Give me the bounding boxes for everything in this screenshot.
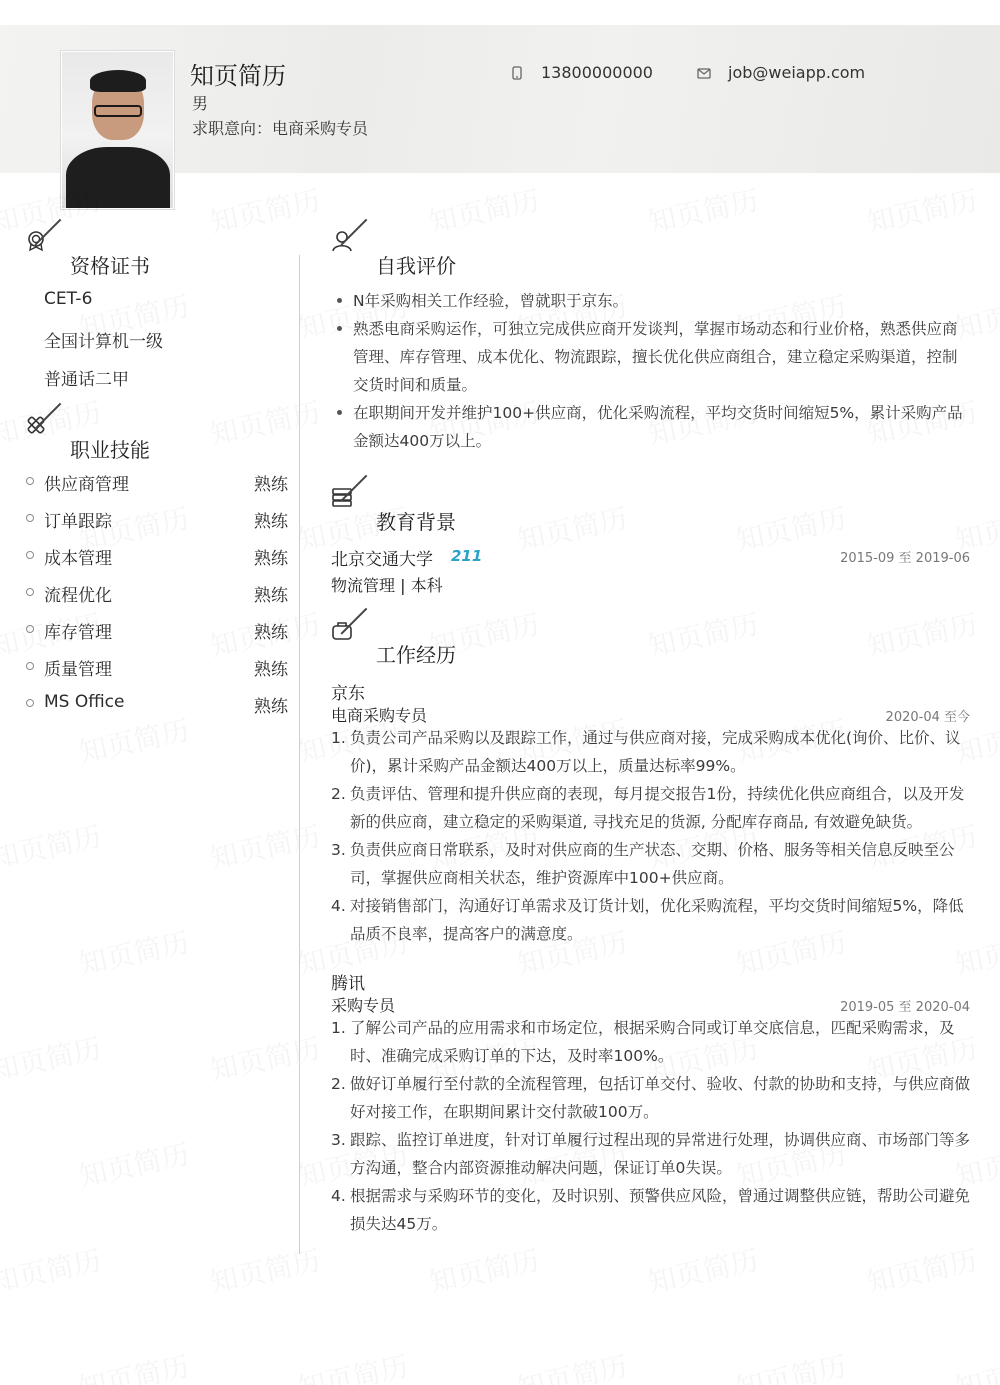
skill-name: 订单跟踪 [44,512,112,532]
bullet-circle-icon [26,477,34,485]
skill-level: 熟练 [254,697,288,717]
skill-row [26,470,290,495]
watermark-text [513,1345,631,1385]
skill-row [26,544,290,569]
cert-item: CET-6 [44,289,93,309]
self-eval-title: 自我评价 [376,254,456,278]
watermark-text [294,1345,412,1385]
watermark-text [75,921,193,983]
bullet-circle-icon [26,699,34,707]
phone-number: 13800000000 [541,63,653,82]
skill-row [26,618,290,643]
work-duty: 4. 根据需求与采购环节的变化，及时识别、预警供应风险，曾通过调整供应链，帮助公司避免损失达45万。 [331,1187,971,1233]
watermark-text [206,391,324,453]
work-duty: 2. 做好订单履行至付款的全流程管理，包括订单交付、验收、付款的协助和支持，与供应商做好对接工作，在职期间累计交付款破100万。 [331,1075,971,1121]
skills-title: 职业技能 [70,438,150,462]
education-title: 教育背景 [376,510,456,534]
skill-level: 熟练 [254,512,288,532]
work-date: 2019-05 至 2020-04 [840,1000,970,1015]
cert-item: 全国计算机一级 [44,332,163,352]
skill-name: 供应商管理 [44,475,129,495]
skill-row [26,692,290,717]
profile-photo [60,50,175,210]
self-eval-item: N年采购相关工作经验，曾就职于京东。 [337,287,971,315]
watermark-text [863,179,981,241]
phone-contact [510,63,653,82]
work-duty: 3. 跟踪、监控订单进度，针对订单履行过程出现的异常进行处理，协调供应商、市场部门等多方沟通，整合内部资源推动解决问题，保证订单0失误。 [331,1131,971,1177]
watermark-text [206,815,324,877]
watermark-text [863,603,981,665]
watermark-text [75,709,193,771]
watermark-text [206,1239,324,1301]
watermark-text [732,497,850,559]
skill-name: 成本管理 [44,549,112,569]
skill-level: 熟练 [254,623,288,643]
work-job-title: 采购专员 [331,996,396,1015]
bullet-circle-icon [26,662,34,670]
skill-level: 熟练 [254,586,288,606]
skill-level: 熟练 [254,475,288,495]
watermark-text [644,603,762,665]
skill-name: MS Office [44,692,125,712]
work-job-title: 电商采购专员 [331,706,428,725]
watermark-text [0,815,105,877]
phone-icon [510,66,524,80]
watermark-text [863,1239,981,1301]
bullet-circle-icon [26,625,34,633]
bullet-circle-icon [26,514,34,522]
watermark-text [732,1345,850,1385]
work-company: 京东 [331,684,365,704]
column-divider [299,255,300,1254]
email-address: job@weiapp.com [728,63,866,82]
work-company: 腾讯 [331,974,365,994]
school-name: 北京交通大学 [331,550,433,570]
self-eval-item: 在职期间开发并维护100+供应商，优化采购流程，平均交货时间缩短5%，累计采购产品金额达400万以上。 [337,399,971,455]
work-duty: 2. 负责评估、管理和提升供应商的表现，每月提交报告1份，持续优化供应商组合，以及开发新的供应商，建立稳定的采购渠道, 寻找充足的货源, 分配库存商品, 有效避免缺货。 [331,785,965,831]
skill-name: 库存管理 [44,623,112,643]
work-duty: 1. 了解公司产品的应用需求和市场定位，根据采购合同或订单交底信息，匹配采购需求，及时、准确完成采购订单的下达，及时率100%。 [331,1019,955,1065]
watermark-text [425,1239,543,1301]
bullet-circle-icon [26,551,34,559]
mail-icon [697,66,711,80]
watermark-text [75,1133,193,1195]
skill-row [26,507,290,532]
work-duty: 1. 负责公司产品采购以及跟踪工作，通过与供应商对接，完成采购成本优化(询价、比价、议价)，累计采购产品金额达400万以上，质量达标率99%。 [331,729,961,775]
skill-row [26,655,290,680]
school-211-badge: 211 [451,547,483,565]
watermark-text [644,179,762,241]
watermark-text [513,497,631,559]
work-duty: 4. 对接销售部门，沟通好订单需求及订货计划，优化采购流程，平均交货时间缩短5%，降低品质不良率，提高客户的满意度。 [331,897,964,943]
education-major: 物流管理 | 本科 [331,576,443,595]
skill-level: 熟练 [254,549,288,569]
cert-item: 普通话二甲 [44,370,129,390]
work-date: 2020-04 至今 [885,710,970,725]
skill-row [26,581,290,606]
watermark-text [0,1239,105,1301]
watermark-text [206,1027,324,1089]
watermark-text [206,179,324,241]
skill-name: 流程优化 [44,586,112,606]
email-contact [697,63,865,82]
certs-title: 资格证书 [70,254,150,278]
work-title: 工作经历 [376,643,456,667]
job-intent: 求职意向：电商采购专员 [192,119,369,138]
watermark-text [644,1239,762,1301]
skill-name: 质量管理 [44,660,112,680]
watermark-text [951,1345,1000,1385]
watermark-text [425,179,543,241]
watermark-text [75,1345,193,1385]
skill-level: 熟练 [254,660,288,680]
work-duty: 3. 负责供应商日常联系，及时对供应商的生产状态、交期、价格、服务等相关信息反映至公司，掌握供应商相关状态，维护资源库中100+供应商。 [331,841,955,887]
candidate-name: 知页简历 [190,62,286,90]
self-eval-item: 熟悉电商采购运作，可独立完成供应商开发谈判，掌握市场动态和行业价格，熟悉供应商管理、库存管理、成本优化、物流跟踪，擅长优化供应商组合，建立稳定采购渠道，控制交货时间和质量。 [337,315,971,399]
education-date: 2015-09 至 2019-06 [840,551,970,566]
watermark-text [0,1027,105,1089]
candidate-gender: 男 [192,94,209,113]
bullet-circle-icon [26,588,34,596]
